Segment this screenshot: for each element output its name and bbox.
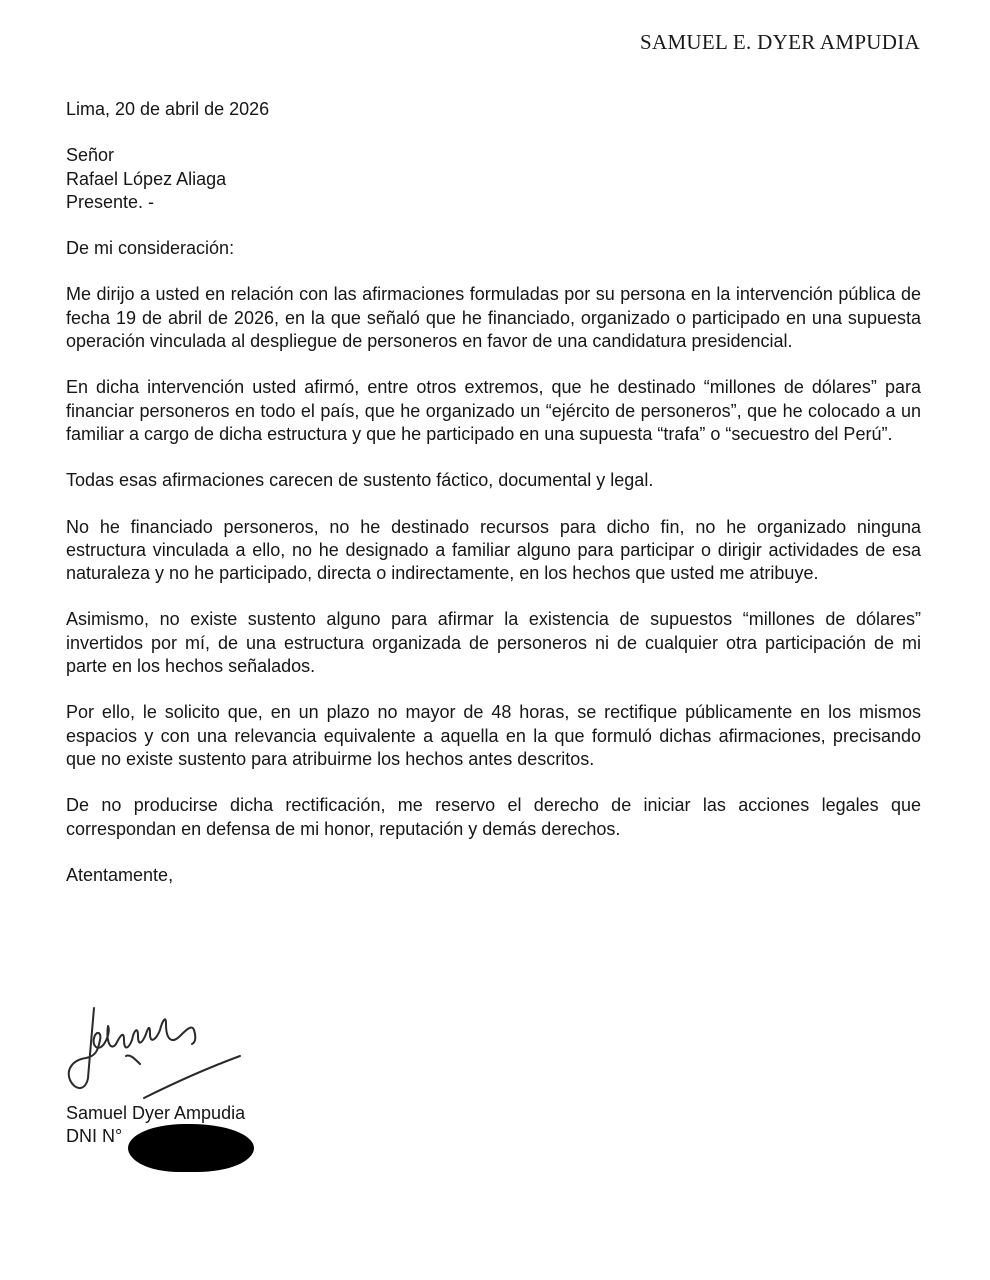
recipient-title: Señor <box>66 145 115 166</box>
greeting: De mi consideración: <box>66 238 235 259</box>
letter-body <box>66 98 921 887</box>
paragraph: Me dirijo a usted en relación con las afirmaciones formuladas por su persona en la intervención pública de fecha 19 de abril de 2026, en la que señaló que he financiado, organizado o participado en una supuesta operación vinculada al despliegue de personeros en favor de una candidatura presidencial. <box>66 284 921 352</box>
signer-dni-label: DNI N° <box>66 1126 123 1146</box>
paragraph: Asimismo, no existe sustento alguno para afirmar la existencia de supuestos “millones de dólares” invertidos por mí, de una estructura organizada de personeros ni de cualquier otra participación de mi parte en los hechos señalados. <box>66 609 921 677</box>
closing: Atentamente, <box>66 864 174 885</box>
paragraph: Todas esas afirmaciones carecen de sustento fáctico, documental y legal. <box>66 470 654 491</box>
letterhead: SAMUEL E. DYER AMPUDIA <box>640 30 920 54</box>
paragraph: De no producirse dicha rectificación, me reservo el derecho de iniciar las acciones legales que correspondan en defensa de mi honor, reputación y demás derechos. <box>66 795 921 839</box>
signer-name: Samuel Dyer Ampudia <box>66 1103 246 1123</box>
paragraph: Por ello, le solicito que, en un plazo no mayor de 48 horas, se rectifique públicamente en los mismos espacios y con una relevancia equivalente a aquella en la que formuló dichas afirmaciones, precisando que no existe sustento para atribuirme los hechos antes descritos. <box>66 702 921 769</box>
signature <box>62 1000 247 1100</box>
paragraph: En dicha intervención usted afirmó, entre otros extremos, que he destinado “millones de dólares” para financiar personeros en todo el país, que he organizado un “ejército de personeros”, que he colocado a un familiar a cargo de dicha estructura y que he participado en una supuesta “trafa” o “secuestro del Perú”. <box>66 377 921 444</box>
recipient-name: Rafael López Aliaga <box>66 168 227 189</box>
redaction-mark <box>128 1124 254 1172</box>
date-line: Lima, 20 de abril de 2026 <box>66 99 270 119</box>
recipient-presente: Presente. - <box>66 191 155 212</box>
paragraph: No he financiado personeros, no he destinado recursos para dicho fin, no he organizado ninguna estructura vinculada a ello, no he designado a familiar alguno para participar o dirigir actividades de esa naturaleza y no he participado, directa o indirectamente, en los hechos que usted me atribuye. <box>66 516 921 584</box>
